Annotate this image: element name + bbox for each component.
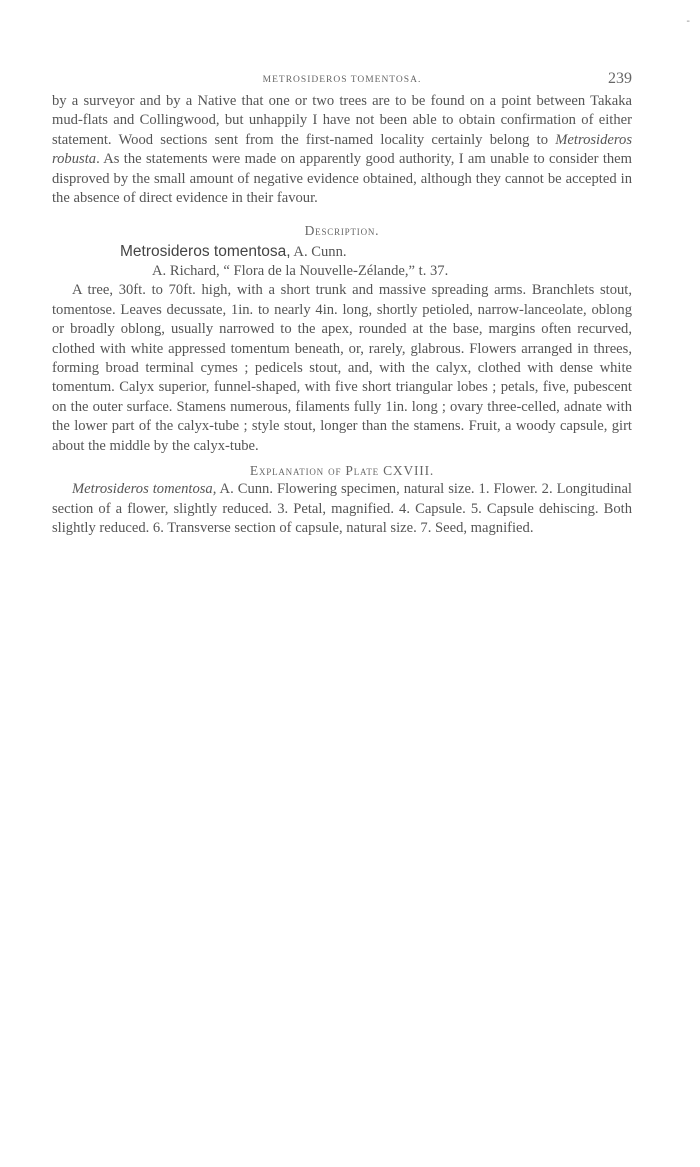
intro-text-2: . As the statements were made on apparently good authority, I am unable to consider them disproved by the small amount of negative evidence obtained, although they cannot be accepted in the absence of direct evidence in their favour.: [52, 151, 632, 207]
page-number: 239: [608, 70, 632, 87]
running-title: METROSIDEROS TOMENTOSA.: [262, 75, 422, 85]
description-paragraph: A tree, 30ft. to 70ft. high, with a short trunk and massive spreading arms. Branchlets stout, tomentose. Leaves decussate, 1in. to nearly 4in. long, shortly petioled, narrow-lanceolate, oblong or broadly oblong, usually narrowed to the apex, rounded at the base, margins often recurved, clothed with white appressed tomentum beneath, or, rarely, glabrous. Flowers arranged in threes, forming broad terminal cymes ; pedicels stout, and, with the calyx, clothed with dense white tomentum. Calyx superior, funnel-shaped, with five short triangular lobes ; petals, five, pubescent on the outer surface. Stamens numerous, filaments fully 1in. long ; ovary three-celled, adnate with the lower part of the calyx-tube ; style stout, longer than the stamens. Fruit, a woody capsule, girt about the middle by the calyx-tube.: [52, 282, 632, 454]
running-head: [52, 70, 632, 92]
page: [52, 70, 632, 538]
intro-text-1: by a surveyor and by a Native that one or two trees are to be found on a point between Takaka mud-flats and Collingwood, but unhappily I have not been able to obtain confirmation of either statement. Wood sections sent from the first-named locality certainly belong to: [52, 93, 632, 148]
intro-italic-species: Metrosideros robusta: [52, 131, 632, 168]
species-citation: A. Richard, “ Flora de la Nouvelle-Zélande,” t. 37.: [152, 263, 449, 280]
explanation-heading: Explanation of Plate CXVIII.: [249, 463, 435, 479]
explanation-paragraph: [52, 480, 632, 538]
corner-mark: -: [686, 16, 690, 27]
description-heading: Description.: [304, 223, 380, 239]
species-name: Metrosideros tomentosa,: [120, 243, 291, 261]
intro-paragraph: [52, 92, 632, 208]
species-author: A. Cunn.: [290, 244, 347, 261]
explanation-species: Metrosideros tomentosa,: [72, 481, 217, 498]
explanation-text: A. Cunn. Flowering specimen, natural size. 1. Flower. 2. Longitudinal section of a flower, slightly reduced. 3. Petal, magnified. 4. Capsule. 5. Capsule dehiscing. Both slightly reduced. 6. Transverse section of capsule, natural size. 7. Seed, magnified.: [52, 481, 632, 536]
species-title: [120, 242, 632, 262]
